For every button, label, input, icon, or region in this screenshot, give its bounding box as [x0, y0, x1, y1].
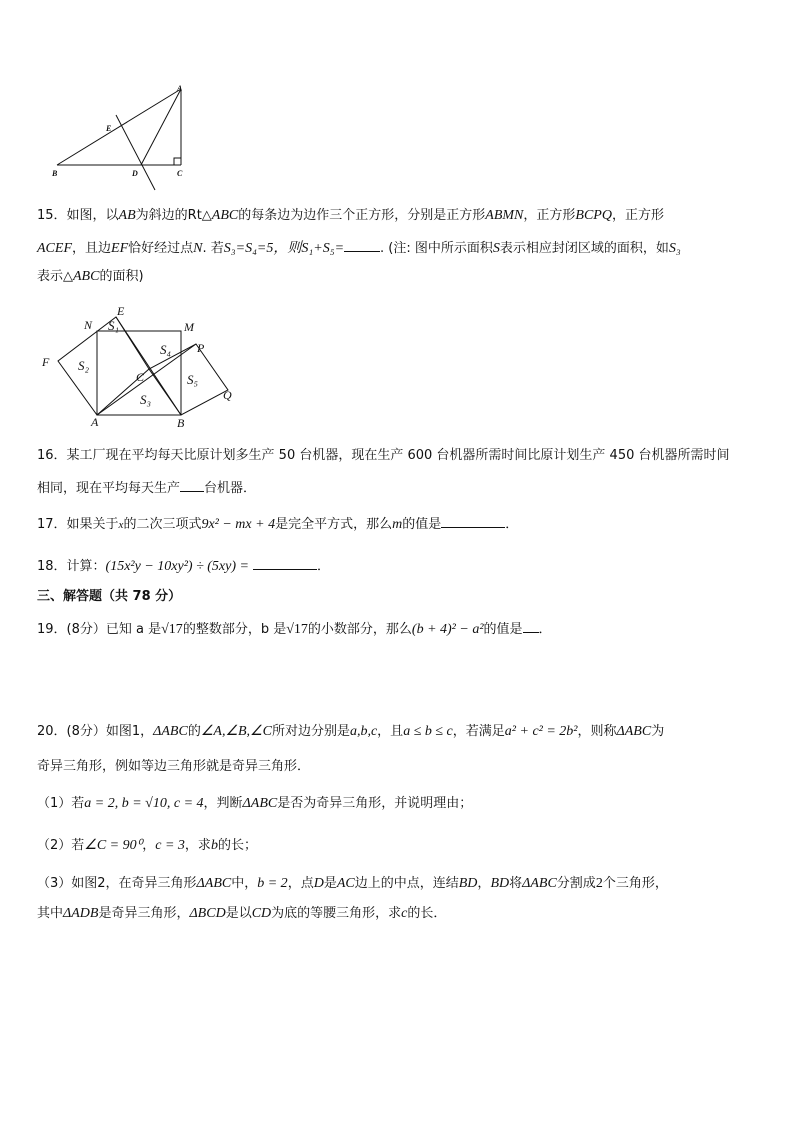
q20-text: 的 — [187, 724, 201, 739]
label-n: N — [84, 318, 93, 332]
q20-text: 个三角形， — [602, 876, 668, 891]
figure-triangle-abcde — [40, 80, 200, 195]
q20-text: （3）如图2，在奇异三角形 — [37, 876, 197, 891]
label-s1: S₁ — [108, 318, 120, 333]
label-b: B — [177, 416, 185, 430]
q19-line — [37, 618, 552, 640]
q15-var: EF — [111, 241, 129, 256]
q20-text: 是 — [323, 876, 337, 891]
q15-var: AB — [118, 208, 136, 223]
q15-text: ，正方形 — [611, 208, 664, 223]
q20-text: （1）若 — [37, 796, 85, 811]
q16-answer-blank[interactable] — [180, 477, 204, 492]
q20-math: a ≤ b ≤ c — [403, 724, 453, 739]
q15-text: ，且边 — [72, 241, 112, 256]
q19-text: 的值是 — [483, 622, 523, 637]
q20-var: b — [210, 838, 218, 853]
q15-text: . 若 — [202, 241, 224, 256]
q20-text: 分割成 — [556, 876, 596, 891]
label-a: A — [177, 84, 183, 93]
square-acef — [58, 317, 152, 415]
q17-text: 17．如果关于 — [37, 517, 119, 532]
q15-text: 15．如图，以 — [37, 208, 119, 223]
q20-math: ΔBCD — [189, 906, 226, 921]
q20-var: D — [313, 876, 324, 891]
q17-text: 的值是 — [402, 517, 442, 532]
q20-text: 的长． — [407, 906, 447, 921]
q17-var: x — [118, 519, 124, 531]
q20-text: 是以 — [225, 906, 252, 921]
q17-text: 的二次三项式 — [123, 517, 202, 532]
q20-part3 — [37, 874, 668, 894]
section-heading: 三、解答题（共 78 分） — [37, 589, 182, 604]
q20-math: ΔADB — [63, 906, 99, 921]
q17-text: ． — [505, 517, 519, 532]
label-s2: S₂ — [78, 358, 90, 373]
q20-var: BD — [490, 876, 510, 891]
label-d: D — [132, 169, 138, 178]
label-a: A — [91, 415, 99, 429]
label-c: C — [177, 169, 183, 178]
q15-var: ABMN — [485, 208, 524, 223]
q18-expression: (15x²y − 10xy²) ÷ (5xy) = — [105, 559, 249, 574]
q15-answer-blank[interactable] — [344, 237, 380, 252]
q16-text: 相同，现在平均每天生产 — [37, 481, 181, 496]
segment-ab — [57, 89, 181, 165]
q15-math: S₃=S₄=5，则 — [223, 241, 302, 256]
q18-text: 18．计算： — [37, 559, 106, 574]
q15-math: S₁+S₅= — [301, 241, 345, 256]
label-s4: S₄ — [160, 342, 172, 357]
q20-line1 — [37, 722, 664, 742]
label-b: B — [52, 169, 58, 178]
q20-var: BD — [458, 876, 478, 891]
q15-line1 — [37, 206, 664, 226]
q20-line2 — [37, 757, 310, 777]
label-s5: S₅ — [187, 372, 199, 387]
q19-text: 的整数部分，b 是 — [182, 622, 287, 637]
q20-text: ，且 — [377, 724, 404, 739]
label-c: C — [136, 370, 145, 384]
q20-math: a² + c² = 2b² — [504, 724, 578, 739]
q20-text: 20．(8分）如图1， — [37, 724, 154, 739]
label-m: M — [184, 320, 194, 334]
q19-answer-blank[interactable] — [523, 618, 539, 633]
q20-text: ，则称 — [577, 724, 617, 739]
label-q: Q — [223, 388, 232, 402]
q15-text: 恰好经过点 — [128, 241, 194, 256]
q20-math: ∠A,∠B,∠C — [200, 724, 272, 739]
q15-text: 表示△ — [37, 269, 73, 284]
q20-text: ， — [142, 838, 156, 853]
q18-text: ． — [316, 559, 330, 574]
q15-var: S₃ — [668, 241, 681, 256]
q20-math: ΔABC — [242, 796, 278, 811]
q20-math: ∠C = 90⁰ — [84, 838, 143, 853]
q20-var: c — [401, 906, 408, 921]
q20-text: ，判断 — [203, 796, 243, 811]
q20-math: ΔABC — [153, 724, 188, 739]
q17-var: m — [392, 517, 403, 532]
q20-math: ΔABC — [196, 876, 232, 891]
q15-text: 为斜边的Rt△ — [135, 208, 212, 223]
q20-text: 的长； — [217, 838, 257, 853]
q20-math: c = 3 — [155, 838, 185, 853]
q20-var: CD — [251, 906, 272, 921]
label-f: F — [42, 355, 50, 369]
line-through-e-d — [116, 115, 155, 190]
label-e: E — [117, 304, 125, 318]
q20-math: a,b,c — [349, 724, 378, 739]
q18-answer-blank[interactable] — [253, 555, 317, 570]
q15-var: BCPQ — [575, 208, 612, 223]
q20-text: 将 — [509, 876, 523, 891]
q20-text: ，点 — [287, 876, 314, 891]
q20-part1 — [37, 794, 472, 814]
q15-text: 表示相应封闭区域的面积，如 — [499, 241, 669, 256]
q20-text: ，若满足 — [452, 724, 505, 739]
q17-line — [37, 513, 518, 535]
q19-expression: (b + 4)² − a² — [411, 622, 484, 637]
segment-ad — [141, 89, 181, 165]
q15-var: ABC — [73, 269, 100, 284]
label-e: E — [106, 124, 112, 133]
q18-line — [37, 555, 330, 577]
q15-text: 的面积) — [99, 269, 144, 284]
q20-text: 中， — [231, 876, 258, 891]
q16-line2 — [37, 477, 256, 499]
q15-var: S — [492, 241, 500, 256]
q20-var: AC — [336, 876, 355, 891]
q19-math: √17 — [286, 622, 308, 637]
figure-squares — [36, 300, 246, 435]
q20-text: 为 — [651, 724, 665, 739]
q20-text: 是奇异三角形， — [98, 906, 190, 921]
q20-text: 所对边分别是 — [271, 724, 350, 739]
label-p: P — [197, 341, 205, 355]
q20-text: （2）若 — [37, 838, 85, 853]
q15-var: N — [193, 241, 203, 256]
q20-math: ΔABC — [522, 876, 557, 891]
q20-text: ，求 — [184, 838, 211, 853]
q20-text: 奇异三角形，例如等边三角形就是奇异三角形． — [37, 759, 311, 774]
q20-math: a = 2, b = √10, c = 4 — [84, 796, 204, 811]
q15-line3 — [37, 267, 144, 287]
label-s3: S₃ — [140, 392, 152, 407]
q16-line1 — [37, 446, 730, 466]
q20-part4 — [37, 904, 446, 924]
q15-text: ，正方形 — [523, 208, 576, 223]
q20-math: ΔABC — [616, 724, 652, 739]
right-angle-mark — [174, 158, 181, 165]
q15-line2 — [37, 237, 681, 259]
q15-text: 的每条边为边作三个正方形，分别是正方形 — [238, 208, 486, 223]
q17-expression: 9x² − mx + 4 — [201, 517, 276, 532]
q20-text: 其中 — [37, 906, 64, 921]
q17-text: 是完全平方式，那么 — [275, 517, 393, 532]
q20-math: b = 2 — [257, 876, 288, 891]
q15-var: ABC — [211, 208, 239, 223]
q15-var: ACEF — [37, 241, 72, 256]
q16-text: 台机器． — [204, 481, 257, 496]
q20-text: 为底的等腰三角形，求 — [271, 906, 402, 921]
q17-answer-blank[interactable] — [441, 513, 505, 528]
q16-text: 16．某工厂现在平均每天比原计划多生产 50 台机器，现在生产 600 台机器所需时间比原计划生产 450 台机器所需时间 — [37, 448, 730, 463]
q20-part2 — [37, 836, 257, 856]
q20-math: 2 — [595, 876, 603, 891]
q19-text: ． — [538, 622, 552, 637]
q20-text: 边上的中点，连结 — [354, 876, 459, 891]
q20-text: 是否为奇异三角形，并说明理由； — [277, 796, 473, 811]
q20-text: ， — [477, 876, 491, 891]
q19-text: 19．(8分）已知 a 是 — [37, 622, 162, 637]
q19-math: √17 — [161, 622, 183, 637]
q15-text: . (注: 图中所示面积 — [380, 241, 493, 256]
q19-text: 的小数部分，那么 — [307, 622, 412, 637]
